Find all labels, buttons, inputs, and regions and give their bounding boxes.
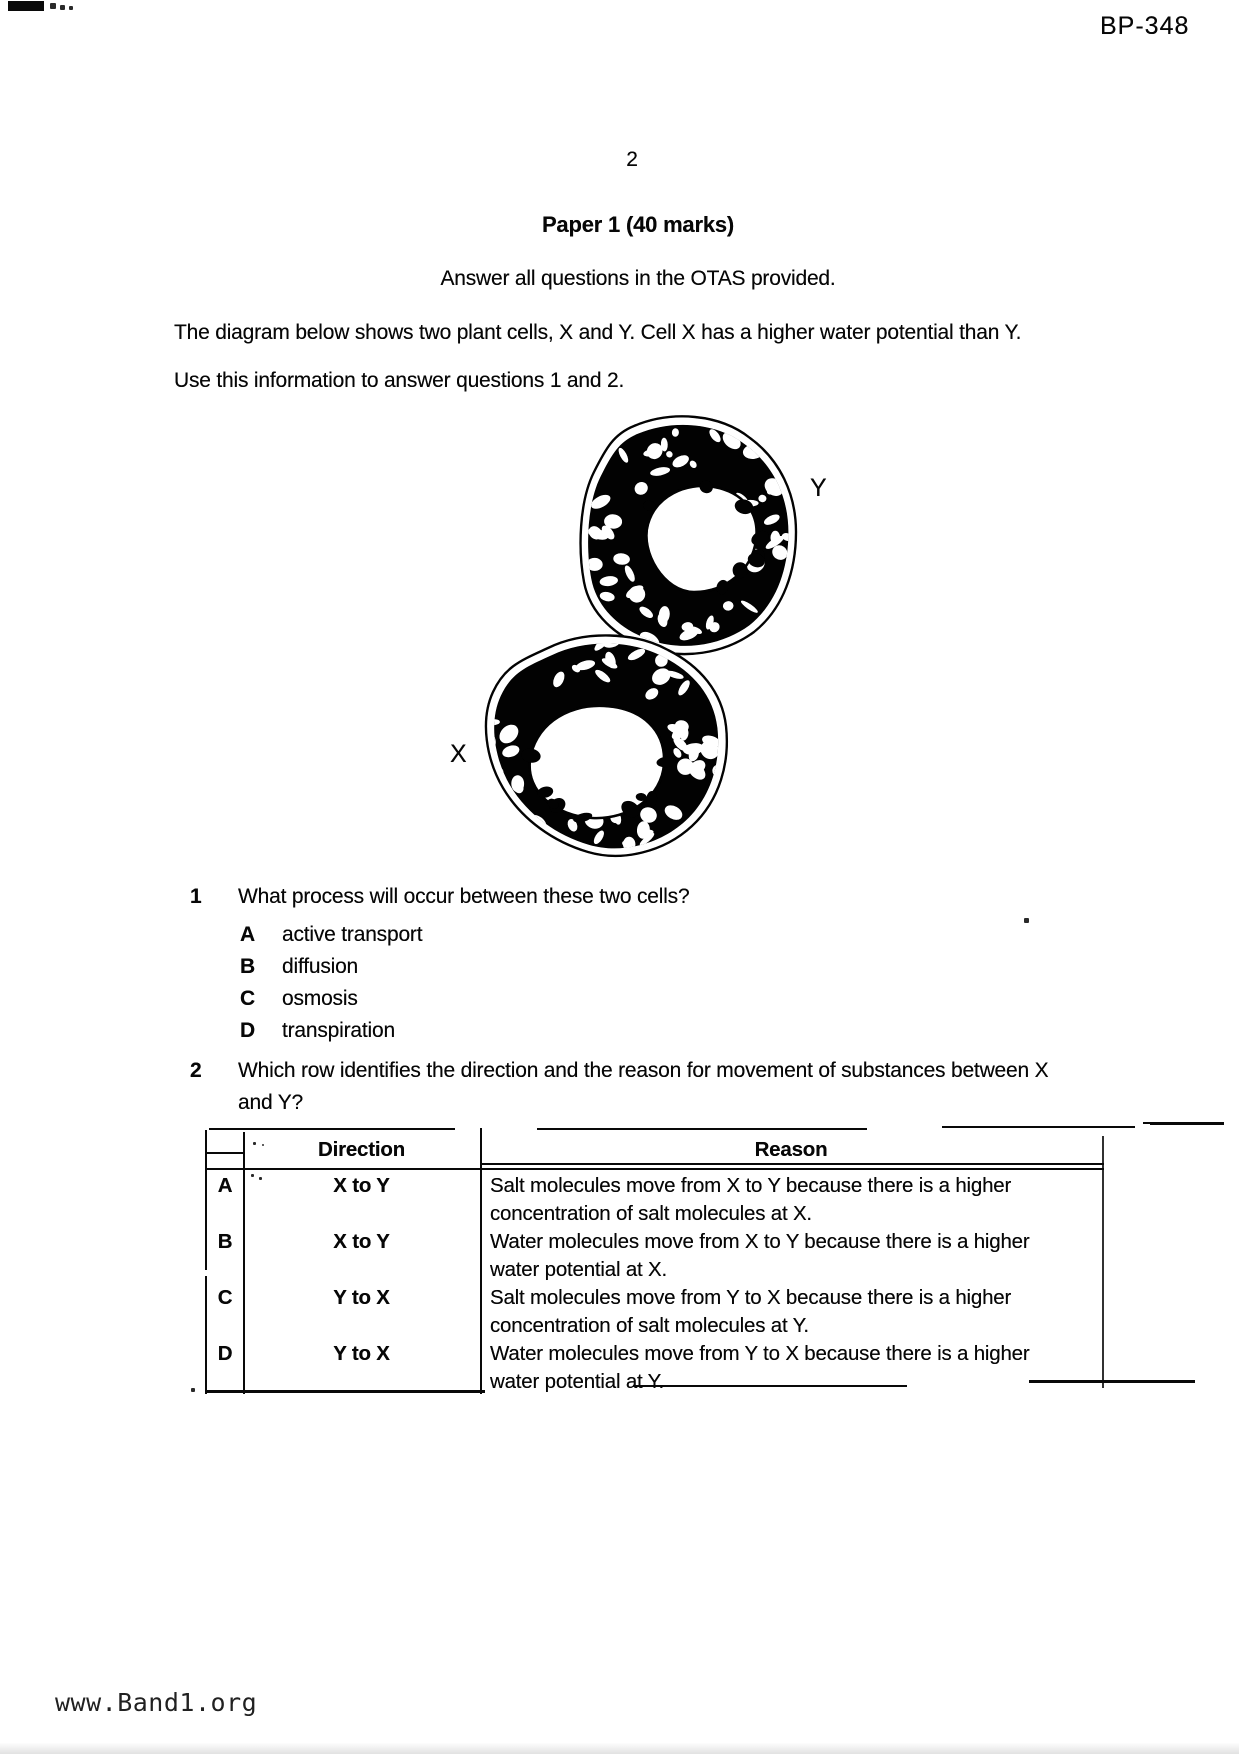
scan-speck-icon	[1024, 918, 1029, 923]
row-b-reason-line1: Water molecules move from X to Y because there is a higher	[490, 1230, 1030, 1253]
watermark: www.Band1.org	[55, 1688, 258, 1717]
page-number: 2	[626, 148, 638, 171]
row-a-letter: A	[217, 1174, 233, 1197]
row-d-reason-line1: Water molecules move from Y to X because there is a higher	[490, 1342, 1030, 1365]
question-2-table	[205, 1128, 1205, 1398]
row-b-reason-line2: water potential at X.	[490, 1258, 667, 1281]
option-a-letter: A	[240, 923, 255, 946]
question-1-number: 1	[190, 885, 202, 908]
cell-y-figure	[581, 416, 796, 654]
cell-x-figure	[473, 632, 729, 856]
row-a-reason-line1: Salt molecules move from X to Y because there is a higher	[490, 1174, 1012, 1197]
option-d-text: transpiration	[282, 1019, 395, 1042]
instruction-line: Answer all questions in the OTAS provided.	[440, 267, 836, 290]
table-header-direction: Direction	[317, 1138, 406, 1161]
row-b-letter: B	[217, 1230, 233, 1253]
intro-line-1: The diagram below shows two plant cells, X and Y. Cell X has a higher water potential than Y.	[174, 321, 1022, 344]
scan-edge-strip	[0, 1742, 1239, 1754]
row-c-letter: C	[217, 1286, 233, 1309]
option-d-letter: D	[240, 1019, 255, 1042]
row-c-direction: Y to X	[333, 1286, 390, 1309]
table-header-reason: Reason	[754, 1138, 828, 1161]
row-a-reason-line2: concentration of salt molecules at X.	[490, 1202, 812, 1225]
paper-title: Paper 1 (40 marks)	[541, 212, 735, 237]
row-b-direction: X to Y	[333, 1230, 390, 1253]
question-2-text-line1: Which row identifies the direction and the reason for movement of substances between X	[238, 1059, 1049, 1082]
option-c-letter: C	[240, 987, 255, 1010]
intro-line-2: Use this information to answer questions 1 and 2.	[174, 369, 625, 392]
plant-cells-drawing	[430, 390, 830, 870]
page-code: BP-348	[1100, 12, 1190, 40]
row-a-direction: X to Y	[333, 1174, 390, 1197]
question-2-text-line2: and Y?	[238, 1091, 303, 1114]
row-d-reason-line2: water potential at Y.	[490, 1370, 664, 1393]
question-1-text: What process will occur between these two cells?	[238, 885, 690, 908]
question-2-number: 2	[190, 1059, 202, 1082]
plant-cells-figure	[430, 390, 830, 870]
option-b-letter: B	[240, 955, 255, 978]
option-a-text: active transport	[282, 923, 423, 946]
row-d-letter: D	[217, 1342, 233, 1365]
option-b-text: diffusion	[282, 955, 359, 978]
cell-y-label: Y	[810, 474, 827, 502]
row-c-reason-line1: Salt molecules move from Y to X because there is a higher	[490, 1286, 1012, 1309]
row-c-reason-line2: concentration of salt molecules at Y.	[490, 1314, 809, 1337]
row-d-direction: Y to X	[333, 1342, 390, 1365]
cell-x-label: X	[450, 740, 467, 768]
scan-line-fragment	[1150, 1122, 1224, 1125]
option-c-text: osmosis	[282, 987, 358, 1010]
